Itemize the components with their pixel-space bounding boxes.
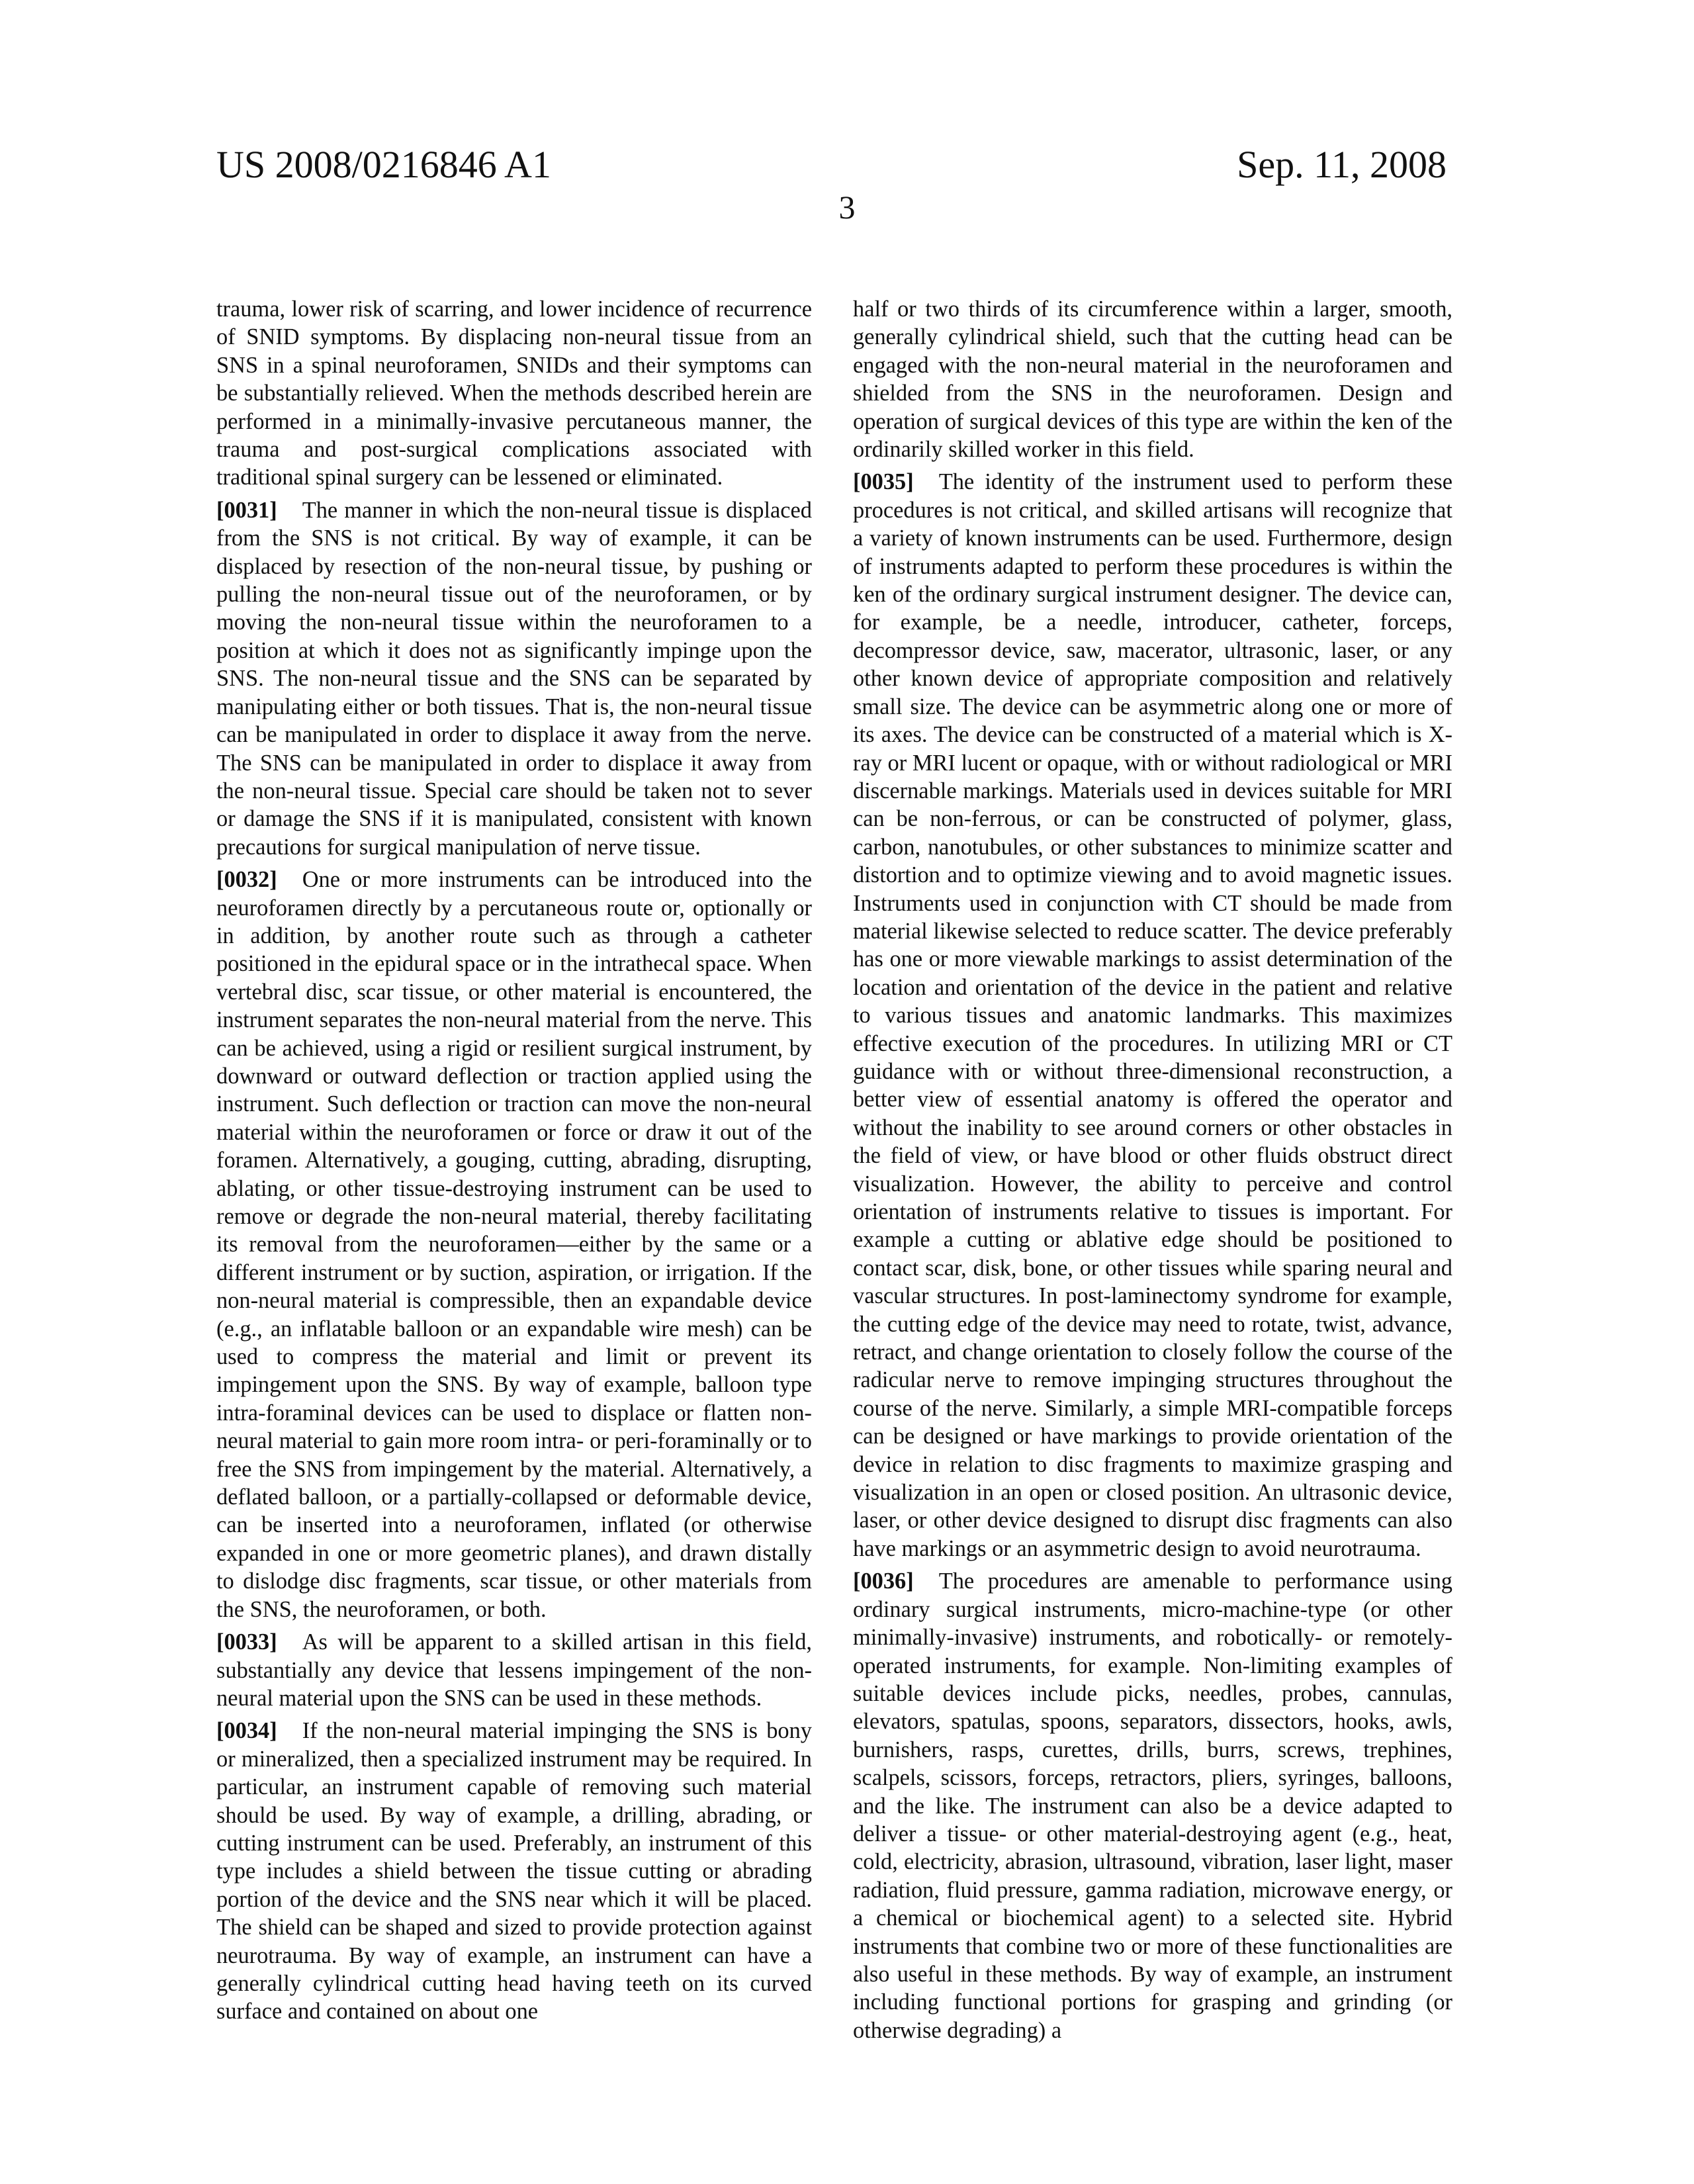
paragraph-text: The manner in which the non-neural tissue is displaced from the SNS is not critical. By way of example, it can be displaced by resection of the non-neural tissue, by pushing or pulling the non-neural tissue out of the neuroforamen, or by moving the non-neural tissue within the neuroforamen to a position at which it does not as significantly impinge upon the SNS. The non-neural tissue and the SNS can be separated by manipulating either or both tissues. That is, the non-neural tissue can be manipulated in order to displace it away from the nerve. The SNS can be manipulated in order to displace it away from the non-neural tissue. Special care should be taken not to sever or damage the SNS if it is manipulated, consistent with known precautions for surgical manipulation of nerve tissue.	[216, 498, 812, 860]
paragraph-text: The identity of the instrument used to perform these procedures is not critical, and skilled artisans will recognize that a variety of known instruments can be used. Furthermore, design of instruments adapted to perform these procedures is within the ken of the ordinary surgical instrument designer. The device can, for example, be a needle, introducer, catheter, forceps, decompressor device, saw, macerator, ultrasonic, laser, or any other known device of appropriate composition and relatively small size. The device can be asymmetric along one or more of its axes. The device can be constructed of a material which is X-ray or MRI lucent or opaque, with or without radiological or MRI discernable markings. Materials used in devices suitable for MRI can be non-ferrous, or can be constructed of polymer, glass, carbon, nanotubules, or other substances to minimize scatter and distortion and to optimize viewing and to avoid magnetic issues. Instruments used in conjunction with CT should be made from material likewise selected to reduce scatter. The device preferably has one or more viewable markings to assist determination of the location and orientation of the device in the patient and relative to various tissues and anatomic landmarks. This maximizes effective execution of the procedures. In utilizing MRI or CT guidance with or without three-dimensional reconstruction, a better view of essential anatomy is offered the operator and without the inability to see around corners or other obstacles in the field of view, or have blood or other fluids obstruct direct visualization. However, the ability to perceive and control orientation of instruments relative to tissues is important. For example a cutting or ablative edge should be positioned to contact scar, disk, bone, or other tissues while sparing neural and vascular structures. In post-laminectomy syndrome for example, the cutting edge of the device may need to rotate, twist, advance, retract, and change orientation to closely follow the course of the radicular nerve to remove impinging structures throughout the course of the nerve. Similarly, a simple MRI-compatible forceps can be designed or have markings to provide orientation of the device in relation to disc fragments to maximize grasping and visualization in an open or closed position. An ultrasonic device, laser, or other device designed to disrupt disc fragments can also have markings or an asymmetric design to avoid neurotrauma.	[853, 469, 1452, 1561]
paragraph-0031	[216, 496, 812, 861]
left-column	[216, 295, 812, 2030]
publication-number: US 2008/0216846 A1	[216, 142, 551, 188]
paragraph-number: [0035]	[853, 469, 914, 494]
paragraph-text: If the non-neural material impinging the SNS is bony or mineralized, then a specialized instrument may be required. In particular, an instrument capable of removing such material should be used. By way of example, a drilling, abrading, or cutting instrument can be used. Preferably, an instrument of this type includes a shield between the tissue cutting or abrading portion of the device and the SNS near which it will be placed. The shield can be shaped and sized to provide protection against neurotrauma. By way of example, an instrument can have a generally cylindrical cutting head having teeth on its curved surface and contained on about one	[216, 1718, 812, 2024]
continuation-paragraph: half or two thirds of its circumference within a larger, smooth, generally cylindrical shield, such that the cutting head can be engaged with the non-neural material in the neuroforamen and shielded from the SNS in the neuroforamen. Design and operation of surgical devices of this type are within the ken of the ordinarily skilled worker in this field.	[853, 295, 1452, 463]
paragraph-number: [0033]	[216, 1629, 277, 1655]
paragraph-number: [0036]	[853, 1569, 914, 1594]
publication-date: Sep. 11, 2008	[1237, 142, 1447, 188]
paragraph-0032	[216, 866, 812, 1623]
right-column	[853, 295, 1452, 2049]
continuation-paragraph: trauma, lower risk of scarring, and lower incidence of recurrence of SNID symptoms. By displacing non-neural tissue from an SNS in a spinal neuroforamen, SNIDs and their symptoms can be substantially relieved. When the methods described herein are performed in a minimally-invasive percutaneous manner, the trauma and post-surgical complications associated with traditional spinal surgery can be lessened or eliminated.	[216, 295, 812, 492]
paragraph-number: [0032]	[216, 867, 277, 892]
paragraph-0034	[216, 1717, 812, 2025]
page-number: 3	[807, 187, 887, 228]
paragraph-text: As will be apparent to a skilled artisan in this field, substantially any device that lessens impingement of the non-neural material upon the SNS can be used in these methods.	[216, 1629, 812, 1711]
paragraph-0033	[216, 1628, 812, 1712]
paragraph-text: The procedures are amenable to performance using ordinary surgical instruments, micro-machine-type (or other minimally-invasive) instruments, and robotically- or remotely-operated instruments, for example. Non-limiting examples of suitable devices include picks, needles, probes, cannulas, elevators, spatulas, spoons, separators, dissectors, hooks, awls, burnishers, rasps, curettes, drills, burrs, screws, trephines, scalpels, scissors, forceps, retractors, pliers, syringes, balloons, and the like. The instrument can also be a device adapted to deliver a tissue- or other material-destroying agent (e.g., heat, cold, electricity, abrasion, ultrasound, vibration, laser light, maser radiation, fluid pressure, gamma radiation, microwave energy, or a chemical or biochemical agent) to a selected site. Hybrid instruments that combine two or more of these functionalities are also useful in these methods. By way of example, an instrument including functional portions for grasping and grinding (or otherwise degrading) a	[853, 1569, 1452, 2043]
paragraph-0035	[853, 468, 1452, 1563]
paragraph-text: One or more instruments can be introduced into the neuroforamen directly by a percutaneous route or, optionally or in addition, by another route such as through a catheter positioned in the epidural space or in the intrathecal space. When vertebral disc, scar tissue, or other material is encountered, the instrument separates the non-neural material from the nerve. This can be achieved, using a rigid or resilient surgical instrument, by downward or outward deflection or traction applied using the instrument. Such deflection or traction can move the non-neural material within the neuroforamen or force or draw it out of the foramen. Alternatively, a gouging, cutting, abrading, disrupting, ablating, or other tissue-destroying instrument can be used to remove or degrade the non-neural material, thereby facilitating its removal from the neuroforamen—either by the same or a different instrument or by suction, aspiration, or irrigation. If the non-neural material is compressible, then an expandable device (e.g., an inflatable balloon or an expandable wire mesh) can be used to compress the material and limit or prevent its impingement upon the SNS. By way of example, balloon type intra-foraminal devices can be used to displace or flatten non-neural material to gain more room intra- or peri-foraminally or to free the SNS from impingement by the material. Alternatively, a deflated balloon, or a partially-collapsed or deformable device, can be inserted into a neuroforamen, inflated (or otherwise expanded in one or more geometric planes), and drawn distally to dislodge disc fragments, scar tissue, or other materials from the SNS, the neuroforamen, or both.	[216, 867, 812, 1622]
paragraph-number: [0031]	[216, 498, 277, 523]
paragraph-0036	[853, 1567, 1452, 2044]
paragraph-number: [0034]	[216, 1718, 277, 1743]
